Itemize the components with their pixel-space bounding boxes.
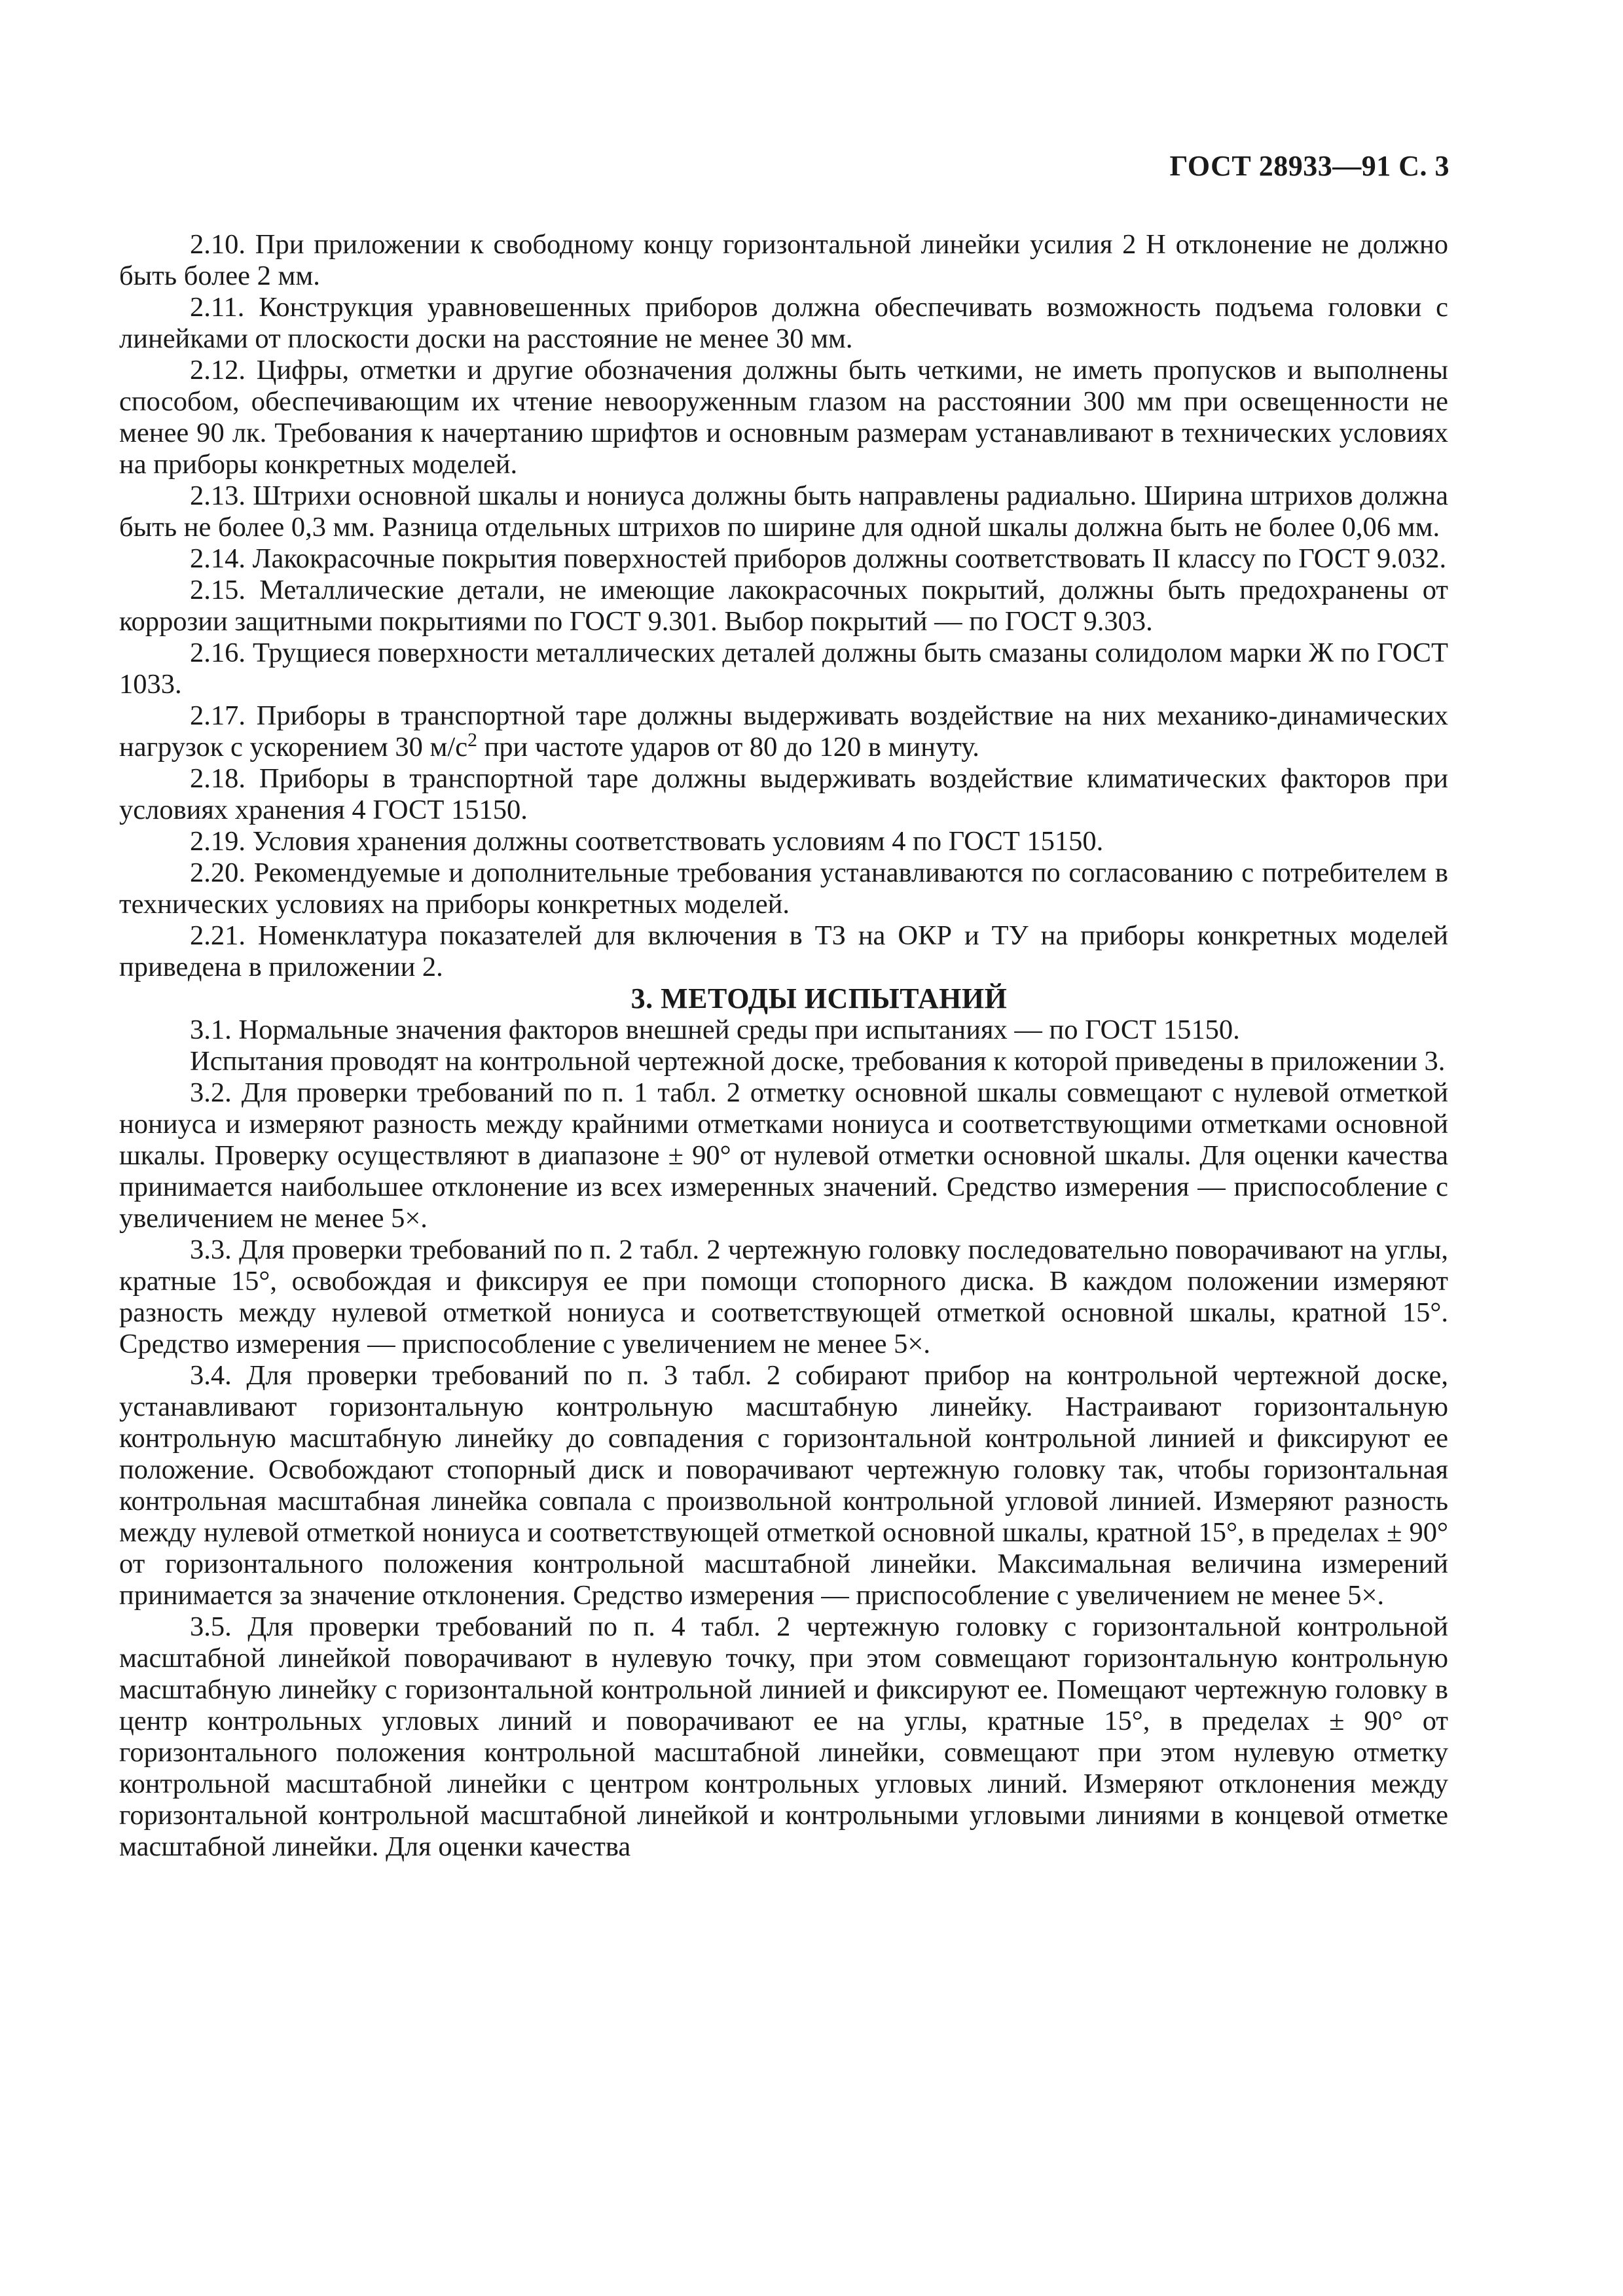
page-header: ГОСТ 28933—91 С. 3 (1169, 150, 1450, 182)
paragraph-3-1-tests: Испытания проводят на контрольной чертежной доске, требования к которой приведены в приложении 3. (190, 1046, 1446, 1077)
document-body (119, 229, 1448, 1863)
paragraph-2-14: 2.14. Лакокрасочные покрытия поверхностей приборов должны соответствовать II классу по ГОСТ 9.032. (190, 543, 1447, 574)
paragraph-2-17-tail: при частоте ударов от 80 до 120 в минуту. (477, 732, 979, 762)
paragraph-2-12: 2.12. Цифры, отметки и другие обозначения должны быть четкими, не иметь пропусков и выполнены способом, обеспечивающим их чтение невооруженным глазом на расстоянии 300 мм при освещенности не менее 90 лк. Требования к начертанию шрифтов и основным размерам устанавливают в технических условиях на приборы конкретных моделей. (119, 355, 1448, 480)
paragraph-2-17 (119, 700, 1448, 763)
paragraph-3-5: 3.5. Для проверки требований по п. 4 табл. 2 чертежную головку с горизонтальной контрольной масштабной линейкой поворачивают в нулевую точку, при этом совмещают горизонтальную контрольную масштабную линейку с горизонтальной контрольной линией и фиксируют ее. Помещают чертежную головку в центр контрольных угловых линий и поворачивают ее на углы, кратные 15°, в пределах ± 90° от горизонтального положения контрольной масштабной линейки, совмещают при этом нулевую отметку контрольной масштабной линейки с центром контрольных угловых линий. Измеряют отклонения между горизонтальной контрольной масштабной линейкой и контрольными угловыми линиями в концевой отметке масштабной линейки. Для оценки качества (119, 1611, 1448, 1862)
section-title: 3. МЕТОДЫ ИСПЫТАНИЙ (630, 982, 1008, 1014)
paragraph-2-10: 2.10. При приложении к свободному концу горизонтальной линейки усилия 2 Н отклонение не должно быть более 2 мм. (119, 229, 1448, 291)
paragraph-2-11: 2.11. Конструкция уравновешенных приборов должна обеспечивать возможность подъема головки с линейками от плоскости доски на расстояние не менее 30 мм. (119, 292, 1448, 354)
paragraph-2-18: 2.18. Приборы в транспортной таре должны выдерживать воздействие климатических факторов при условиях хранения 4 ГОСТ 15150. (119, 763, 1448, 825)
paragraph-2-17-text: 2.17. Приборы в транспортной таре должны выдерживать воздействие на них механико-динамических нагрузок с ускорением 30 м/с (119, 700, 1448, 762)
superscript-two: 2 (467, 728, 477, 751)
paragraph-2-15: 2.15. Металлические детали, не имеющие лакокрасочных покрытий, должны быть предохранены от коррозии защитными покрытиями по ГОСТ 9.301. Выбор покрытий — по ГОСТ 9.303. (119, 575, 1448, 637)
paragraph-2-19: 2.19. Условия хранения должны соответствовать условиям 4 по ГОСТ 15150. (190, 826, 1104, 857)
paragraph-3-2: 3.2. Для проверки требований по п. 1 табл. 2 отметку основной шкалы совмещают с нулевой отметкой нониуса и измеряют разность между крайними отметками нониуса и соответствующими отметками основной шкалы. Проверку осуществляют в диапазоне ± 90° от нулевой отметки основной шкалы. Для оценки качества принимается наибольшее отклонение из всех измеренных значений. Средство измерения — приспособление с увеличением не менее 5×. (119, 1077, 1448, 1234)
paragraph-2-20: 2.20. Рекомендуемые и дополнительные требования устанавливаются по согласованию с потребителем в технических условиях на приборы конкретных моделей. (119, 857, 1448, 920)
paragraph-3-1: 3.1. Нормальные значения факторов внешней среды при испытаниях — по ГОСТ 15150. (190, 1014, 1240, 1045)
paragraph-2-13: 2.13. Штрихи основной шкалы и нониуса должны быть направлены радиально. Ширина штрихов должна быть не более 0,3 мм. Разница отдельных штрихов по ширине для одной шкалы должна быть не более 0,06 мм. (119, 480, 1448, 543)
paragraph-2-21: 2.21. Номенклатура показателей для включения в ТЗ на ОКР и ТУ на приборы конкретных моделей приведена в приложении 2. (119, 920, 1448, 982)
paragraph-3-3: 3.3. Для проверки требований по п. 2 табл. 2 чертежную головку последовательно поворачивают на углы, кратные 15°, освобождая и фиксируя ее при помощи стопорного диска. В каждом положении измеряют разность между нулевой отметкой нониуса и соответствующей отметкой основной шкалы, кратной 15°. Средство измерения — приспособление с увеличением не менее 5×. (119, 1234, 1448, 1359)
paragraph-3-4: 3.4. Для проверки требований по п. 3 табл. 2 собирают прибор на контрольной чертежной доске, устанавливают горизонтальную контрольную масштабную линейку. Настраивают горизонтальную контрольную масштабную линейку до совпадения с горизонтальной контрольной линией и фиксируют ее положение. Освобождают стопорный диск и поворачивают чертежную головку так, чтобы горизонтальная контрольная масштабная линейка совпала с произвольной контрольной угловой линией. Измеряют разность между нулевой отметкой нониуса и соответствующей отметкой основной шкалы, кратной 15°, в пределах ± 90° от горизонтального положения контрольной масштабной линейки. Максимальная величина измерений принимается за значение отклонения. Средство измерения — приспособление с увеличением не менее 5×. (119, 1360, 1448, 1611)
paragraph-2-16: 2.16. Трущиеся поверхности металлических деталей должны быть смазаны солидолом марки Ж по ГОСТ 1033. (119, 637, 1448, 700)
